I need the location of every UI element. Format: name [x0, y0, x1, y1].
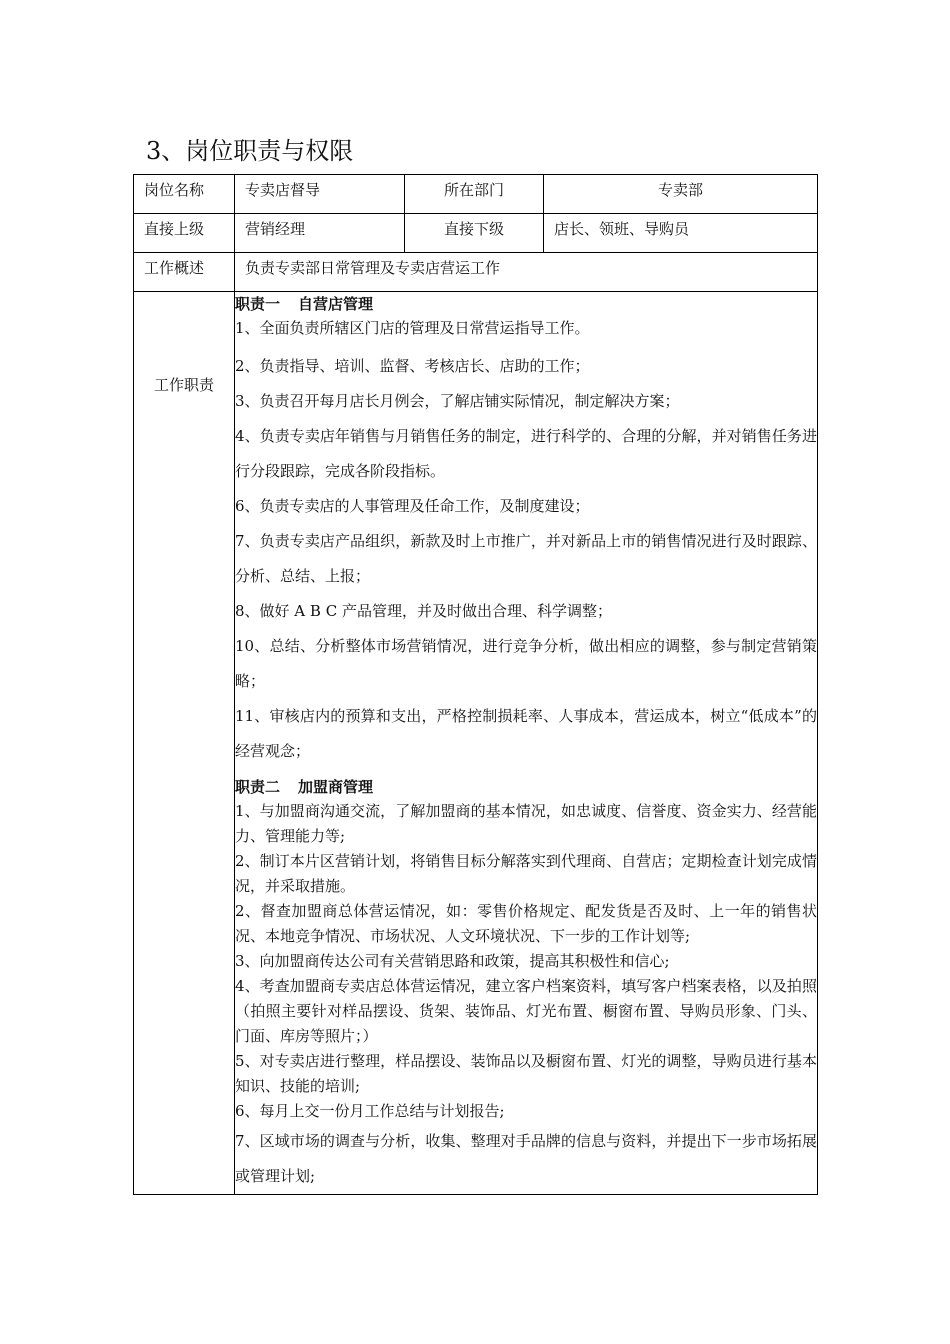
- list-item: 2、督查加盟商总体营运情况，如：零售价格规定、配发货是否及时、上一年的销售状况、本地竞争情况、市场状况、人文环境状况、下一步的工作计划等;: [235, 902, 817, 945]
- list-item: 1、与加盟商沟通交流，了解加盟商的基本情况，如忠诚度、信誉度、资金实力、经营能力、管理能力等;: [235, 802, 817, 845]
- work-overview-value: 负责专卖部日常管理及专卖店营运工作: [235, 253, 818, 292]
- list-item: 3、负责召开每月店长月例会，了解店铺实际情况，制定解决方案；: [235, 392, 680, 410]
- duties-label-cell: [134, 292, 235, 1195]
- table-row: [134, 292, 818, 1195]
- table-row: [134, 253, 818, 292]
- list-item: 6、每月上交一份月工作总结与计划报告;: [235, 1102, 505, 1120]
- list-item: 11、审核店内的预算和支出，严格控制损耗率、人事成本，营运成本，树立“低成本”的经营观念；: [235, 707, 817, 760]
- position-name-label: 岗位名称: [134, 175, 235, 214]
- direct-superior-value: 营销经理: [235, 214, 405, 253]
- list-item: 3、向加盟商传达公司有关营销思路和政策，提高其积极性和信心;: [235, 952, 670, 970]
- department-value: 专卖部: [544, 175, 818, 214]
- section-2-number: 职责二: [235, 778, 281, 796]
- list-item: 2、负责指导、培训、监督、考核店长、店助的工作；: [235, 357, 590, 375]
- section-1-name: 自营店管理: [298, 295, 374, 313]
- position-name-value: 专卖店督导: [235, 175, 405, 214]
- list-item: 1、全面负责所辖区门店的管理及日常营运指导工作。: [235, 319, 590, 337]
- list-item: 8、做好 A B C 产品管理，并及时做出合理、科学调整；: [235, 602, 612, 620]
- list-item: 2、制订本片区营销计划，将销售目标分解落实到代理商、自营店；定期检查计划完成情况，并采取措施。: [235, 852, 817, 895]
- work-overview-label: 工作概述: [134, 253, 235, 292]
- section-1-title: [235, 292, 817, 316]
- list-item: 4、负责专卖店年销售与月销售任务的制定，进行科学的、合理的分解，并对销售任务进行分段跟踪，完成各阶段指标。: [235, 427, 817, 480]
- list-item: 7、区域市场的调查与分析，收集、整理对手品牌的信息与资料，并提出下一步市场拓展或管理计划;: [235, 1132, 817, 1185]
- section-2-title: [235, 775, 817, 799]
- list-item: 4、考查加盟商专卖店总体营运情况，建立客户档案资料，填写客户档案表格，以及拍照（拍照主要针对样品摆设、货架、装饰品、灯光布置、橱窗布置、导购员形象、门头、门面、库房等照片；）: [235, 977, 817, 1045]
- section-2-name: 加盟商管理: [298, 778, 374, 796]
- direct-subordinate-value: 店长、领班、导购员: [544, 214, 818, 253]
- job-duty-table: [133, 174, 818, 1195]
- direct-subordinate-label: 直接下级: [405, 214, 544, 253]
- list-item: 7、负责专卖店产品组织，新款及时上市推广，并对新品上市的销售情况进行及时跟踪、分析、总结、上报；: [235, 532, 817, 585]
- department-label: 所在部门: [405, 175, 544, 214]
- section-heading: 3、岗位职责与权限: [146, 137, 354, 165]
- duties-content: [235, 292, 818, 1195]
- section-1-number: 职责一: [235, 295, 281, 313]
- duties-label: 工作职责: [153, 376, 214, 394]
- list-item: 10、总结、分析整体市场营销情况，进行竞争分析，做出相应的调整，参与制定营销策略；: [235, 637, 817, 690]
- table-row: [134, 214, 818, 253]
- direct-superior-label: 直接上级: [134, 214, 235, 253]
- list-item: 6、负责专卖店的人事管理及任命工作，及制度建设；: [235, 497, 590, 515]
- table-row: [134, 175, 818, 214]
- list-item: 5、对专卖店进行整理，样品摆设、装饰品以及橱窗布置、灯光的调整，导购员进行基本知识、技能的培训;: [235, 1052, 817, 1095]
